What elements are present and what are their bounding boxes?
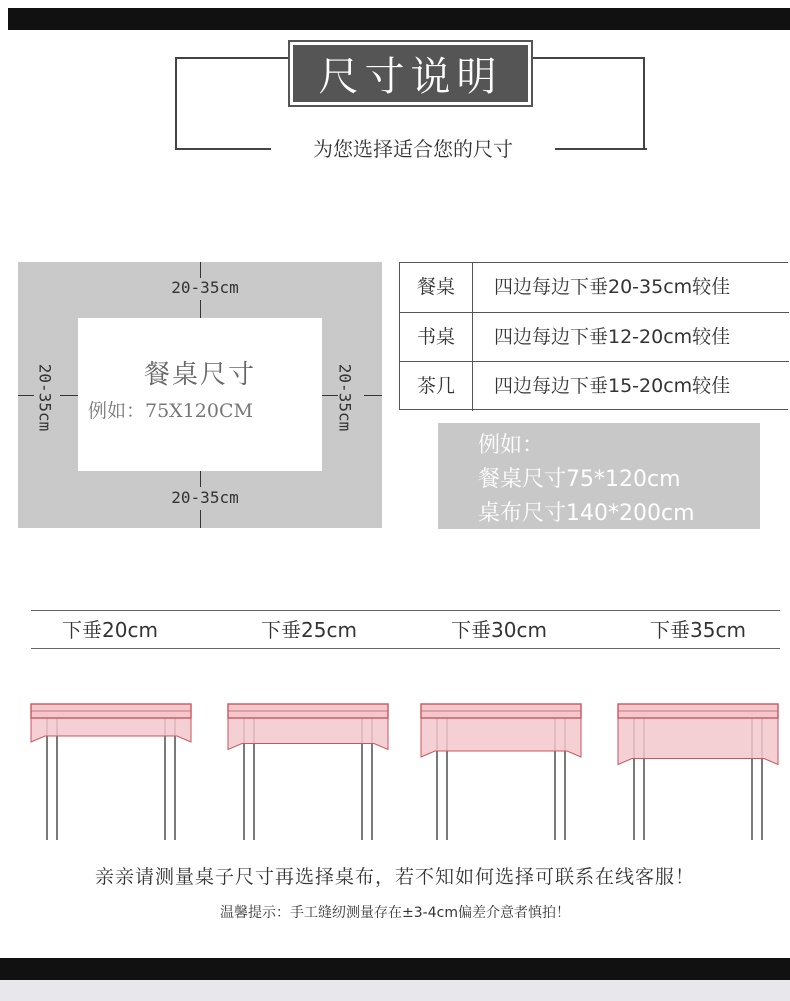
drop-label: 下垂25cm [261, 618, 357, 642]
dim-tick [200, 300, 201, 318]
page-subtitle: 为您选择适合您的尺寸 [271, 134, 555, 164]
example-line: 桌布尺寸140*200cm [478, 501, 695, 526]
table-illustration [228, 704, 388, 840]
dim-tick [364, 395, 382, 396]
example-heading: 例如： [478, 433, 545, 458]
spec-table [399, 262, 788, 410]
drop-label: 下垂35cm [650, 618, 746, 642]
spec-name: 茶几 [400, 362, 473, 411]
dim-label-left: 20-35cm [35, 363, 55, 432]
spec-row [400, 263, 789, 312]
top-bar [8, 8, 790, 30]
header-frame-line [555, 148, 647, 150]
tablecloth-drop [421, 718, 581, 757]
spec-name: 书桌 [400, 313, 473, 362]
dim-tick [18, 395, 34, 396]
header-frame-line [175, 148, 271, 150]
dim-label-bottom: 20-35cm [171, 488, 239, 507]
spec-value: 四边每边下垂20-35cm较佳 [494, 276, 731, 298]
spec-value: 四边每边下垂15-20cm较佳 [494, 375, 731, 397]
page-title: 尺寸说明 [290, 42, 531, 105]
dim-tick [200, 471, 201, 487]
divider [31, 610, 780, 611]
dim-label-right: 20-35cm [335, 363, 355, 432]
divider [31, 648, 780, 649]
footer-note: 亲亲请测量桌子尺寸再选择桌布，若不知如何选择可联系在线客服！ [94, 866, 695, 888]
table-size-example: 例如：75X120CM [88, 400, 253, 422]
footer-tip: 温馨提示：手工缝纫测量存在±3-4cm偏差介意者慎拍！ [220, 905, 570, 921]
tablecloth-drop [618, 718, 778, 765]
example-line: 餐桌尺寸75*120cm [478, 467, 681, 492]
drop-illustrations [0, 690, 790, 840]
spec-value: 四边每边下垂12-20cm较佳 [494, 326, 731, 348]
dim-tick [200, 262, 201, 278]
dim-tick [60, 395, 78, 396]
drop-label: 下垂30cm [451, 618, 547, 642]
table-illustration [421, 704, 581, 840]
example-box [438, 423, 760, 529]
dim-tick [200, 510, 201, 528]
spec-row [400, 312, 789, 362]
spec-name: 餐桌 [400, 263, 473, 312]
table-size-title: 餐桌尺寸 [143, 360, 256, 390]
bottom-strip [0, 980, 790, 1001]
dim-label-top: 20-35cm [171, 278, 239, 297]
bottom-bar [0, 958, 790, 980]
table-top-area [78, 318, 322, 471]
table-illustration [31, 704, 191, 840]
table-illustration [618, 704, 778, 840]
spec-row [400, 361, 789, 411]
drop-label: 下垂20cm [62, 618, 158, 642]
